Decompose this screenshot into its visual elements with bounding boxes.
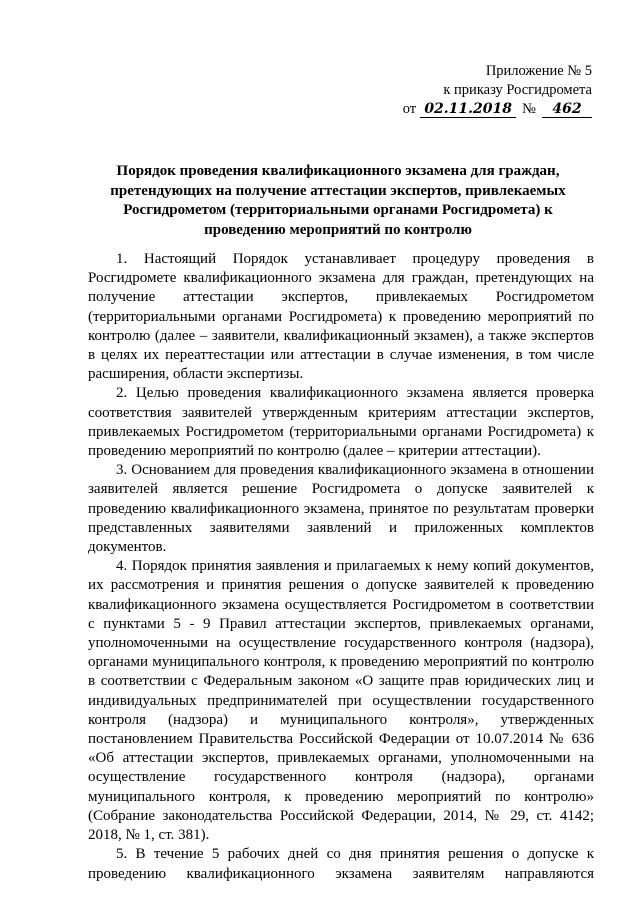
number-prefix: № xyxy=(522,101,536,117)
handwritten-order-number: 462 xyxy=(542,101,592,118)
handwritten-date: 02.11.2018 xyxy=(420,101,516,118)
order-date-number-line xyxy=(403,100,592,119)
order-reference: к приказу Росгидромета xyxy=(443,82,592,98)
date-prefix: от xyxy=(402,101,417,117)
appendix-number: Приложение № 5 xyxy=(485,63,592,79)
paragraph-1: 1. Настоящий Порядок устанавливает процедуру проведения в Росгидромете квалификационного экзамена для граждан, претендующих на получение аттестации экспертов, привлекаемых Росгидрометом (территориальными органами Росгидромета) к проведению мероприятий по контролю (далее – заявители, квалификационный экзамен), а также экспертов в целях их переаттестации или аттестации в случае изменения, в том числе расширения, области экспертизы. xyxy=(88,251,594,383)
paragraph-3: 3. Основанием для проведения квалификационного экзамена в отношении заявителей является решение Росгидромета о допуске заявителей к проведению квалификационного экзамена, принятое по результатам проверки представленных заявителями заявлений и приложенных комплектов документов. xyxy=(88,462,594,556)
document-title: Порядок проведения квалификационного экзамена для граждан, претендующих на получение аттестации экспертов, привлекаемых Росгидрометом (территориальными органами Росгидромета) к проведению мероприятий по контролю xyxy=(110,163,566,238)
document-body xyxy=(88,250,594,884)
appendix-header xyxy=(403,62,592,119)
paragraph-2: 2. Целью проведения квалификационного экзамена является проверка соответствия заявителей утвержденным критериям аттестации экспертов, привлекаемых Росгидрометом (территориальными органами Росгидромета) к проведению мероприятий по контролю (далее – критерии аттестации). xyxy=(88,385,594,460)
paragraph-4: 4. Порядок принятия заявления и прилагаемых к нему копий документов, их рассмотрения и принятия решения о допуске заявителей к проведению квалификационного экзамена осуществляется Росгидрометом в соответствии с пунктами 5 - 9 Правил аттестации экспертов, привлекаемых органами, уполномоченными на осуществление государственного контроля (надзора), органами муниципального контроля, к проведению мероприятий по контролю в соответствии с Федеральным законом «О защите прав юридических лиц и индивидуальных предпринимателей при осуществлении государственного контроля (надзора) и муниципального контроля», утвержденных постановлением Правительства Российской Федерации от 10.07.2014 № 636 «Об аттестации экспертов, привлекаемых органами, уполномоченными на осуществление государственного контроля (надзора), органами муниципального контроля, к проведению мероприятий по контролю» (Собрание законодательства Российской Федерации, 2014, № 29, ст. 4142; 2018, № 1, ст. 381). xyxy=(88,558,594,844)
paragraph-5: 5. В течение 5 рабочих дней со дня принятия решения о допуске к проведению квалификационного экзамена заявителям направляются xyxy=(88,846,594,882)
